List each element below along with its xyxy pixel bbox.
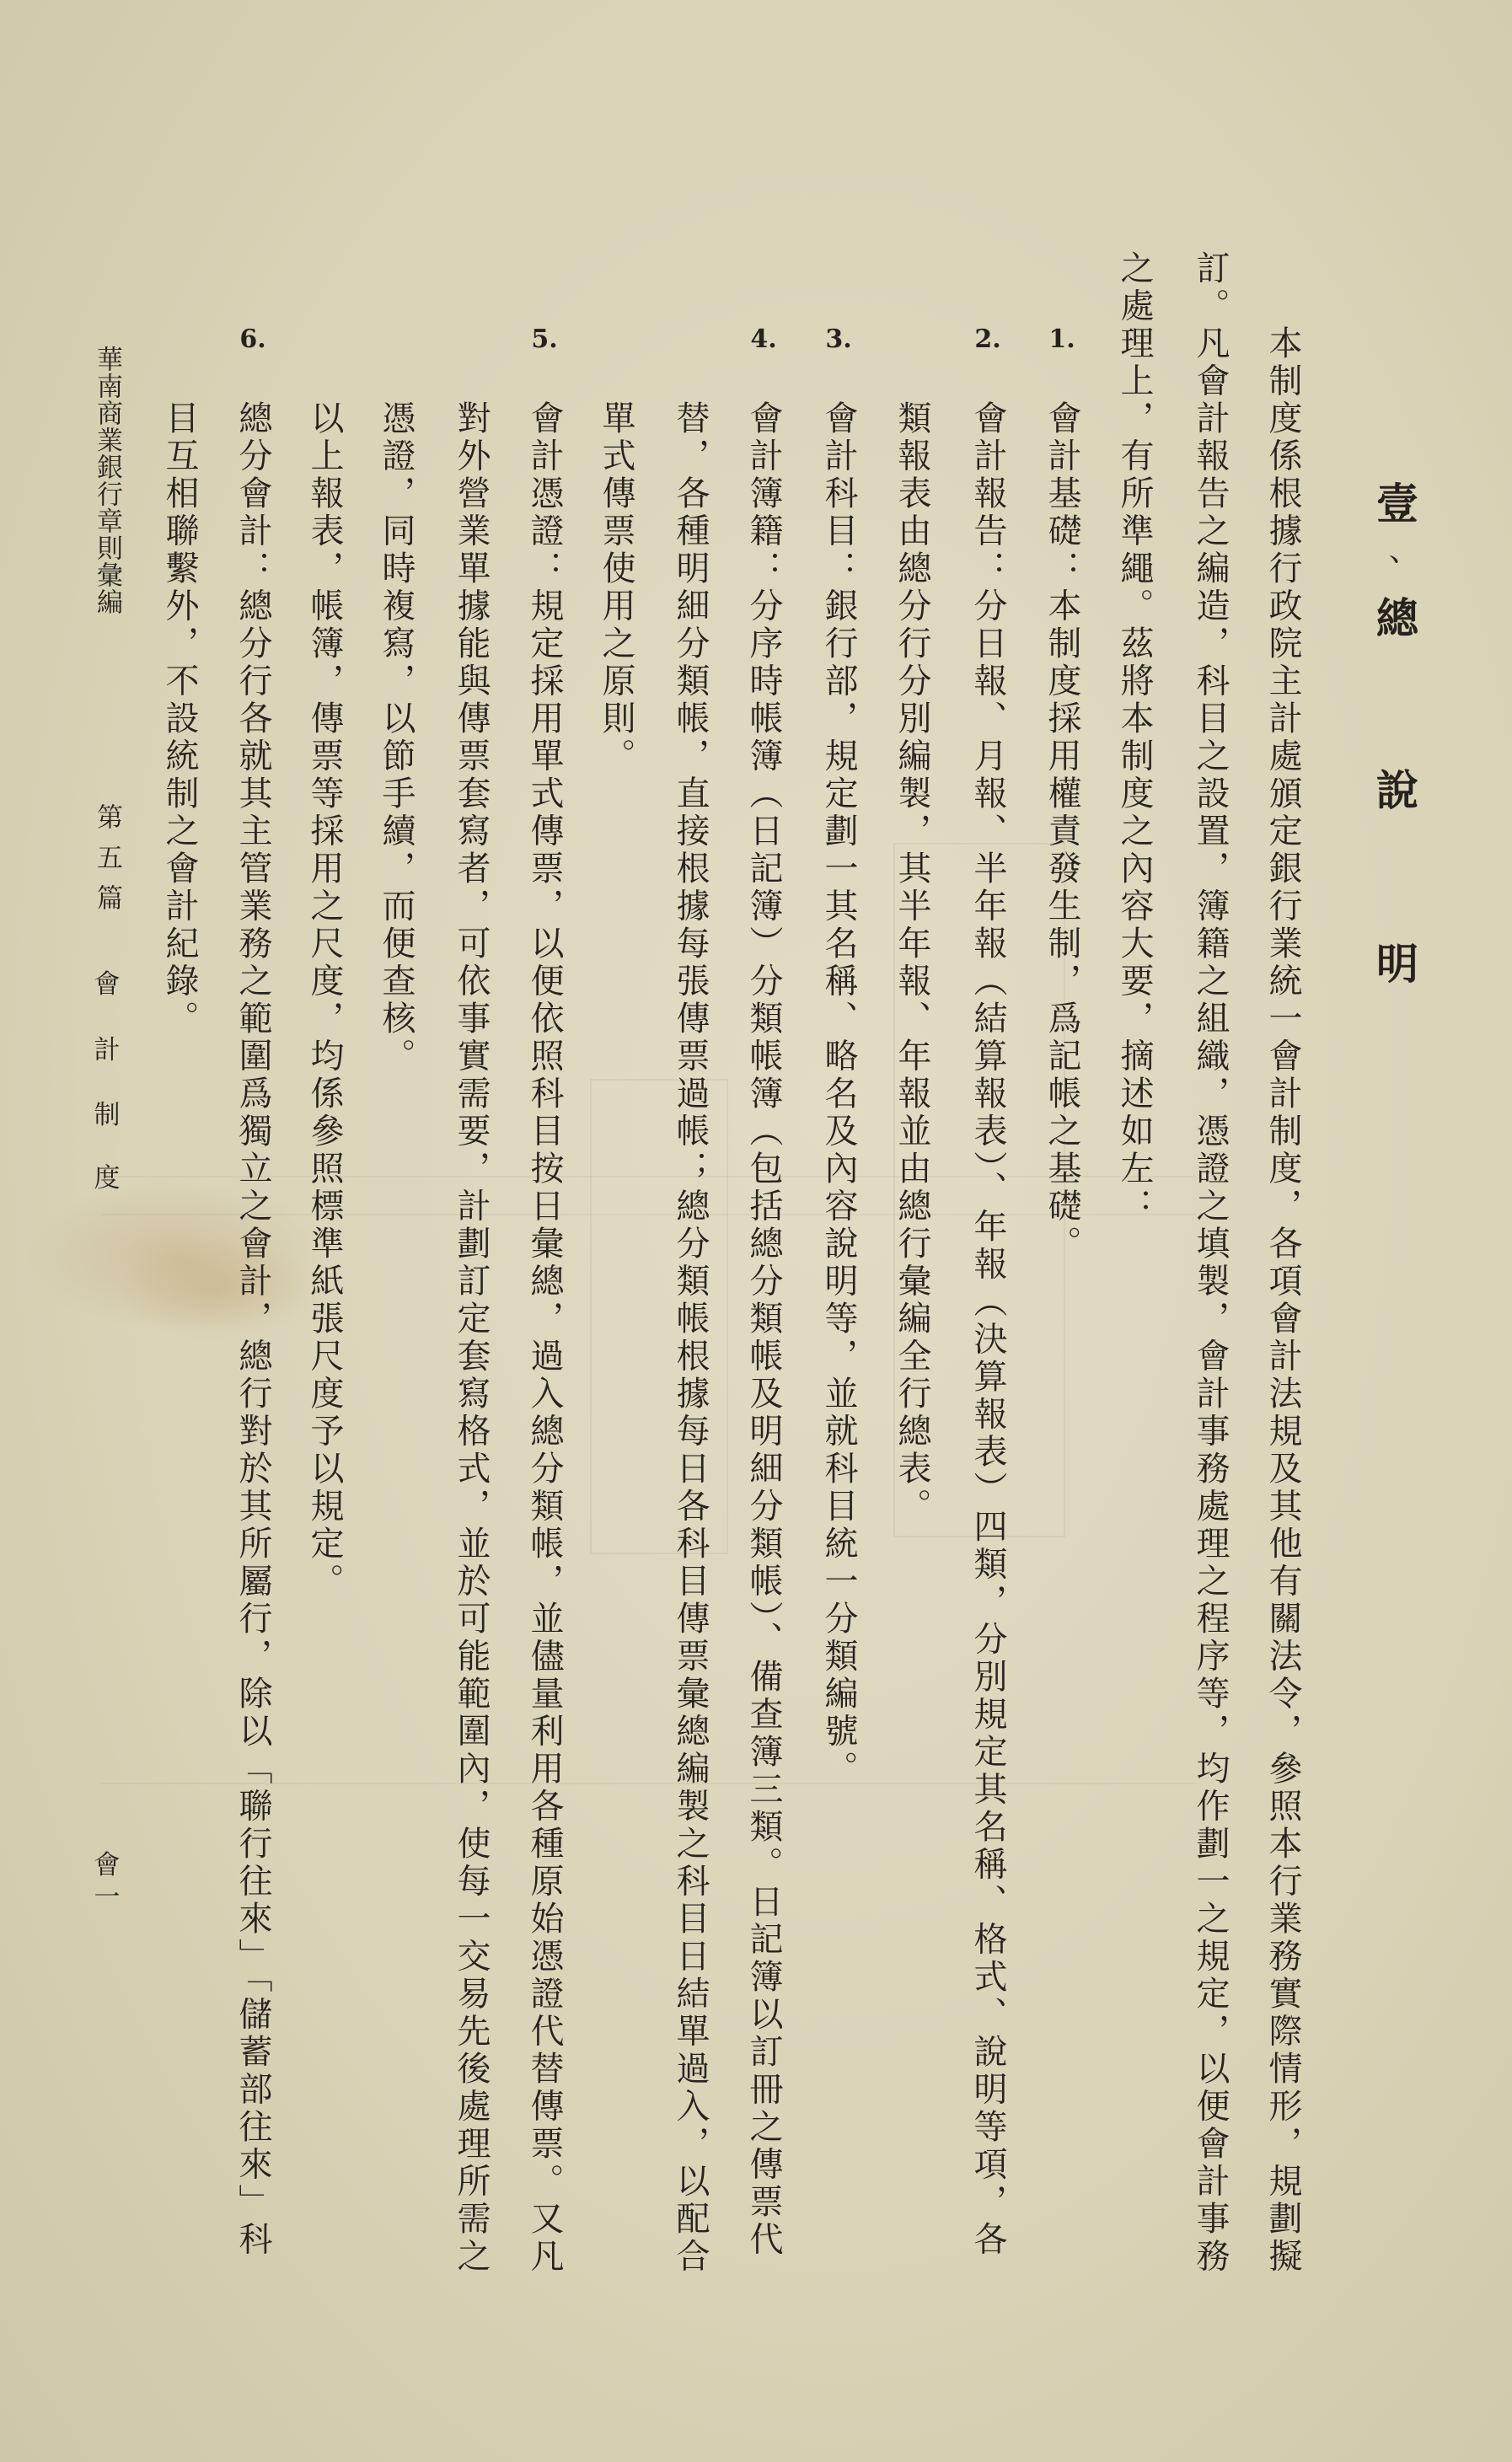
item-number: 2. [974,325,1001,354]
title-glyph: 明 [1376,939,1418,989]
title-glyph: 總 [1376,593,1418,643]
footer-part: 第五篇 [92,803,122,925]
title-separator: 、 [1389,534,1420,568]
item-number: 1. [1048,325,1075,354]
intro-line: 之處理上，有所準繩。茲將本制度之內容大要，摘述如左： [1115,250,1154,1226]
intro-line: 本制度係根據行政院主計處頒定銀行業統一會計制度，各項會計法規及其他有關法令，參照本行業務實際情形，規劃擬 [1263,325,1302,2276]
page-number-glyph: 一 [94,1882,121,1912]
page-number-glyph: 會 [94,1850,121,1880]
title-glyph: 說 [1376,765,1418,815]
item-number: 6. [239,325,266,354]
footer-section-glyph: 計 [94,1035,121,1065]
item-line: 會計報告：分日報、月報、半年報（結算報表）、年報（決算報表）四類，分別規定其名稱、格式、說明等項，各 [968,400,1007,2259]
footer-section-glyph: 制 [94,1100,121,1130]
item-note-line: 以上報表，帳簿，傳票等採用之尺度，均係參照標準紙張尺度予以規定。 [305,400,344,1601]
item-number: 5. [531,325,558,354]
title-glyph: 壹 [1376,479,1418,528]
item-line: 會計科目：銀行部，規定劃一其名稱、略名及內容說明等，並就科目統一分類編號。 [819,400,858,1789]
item-line: 會計憑證：規定採用單式傳票，以便依照科目按日彙總，過入總分類帳，並儘量利用各種原始憑證代替傳票。又凡 [525,400,564,2276]
item-line: 憑證，同時複寫，以節手續，而便查核。 [377,400,416,1075]
item-line: 單式傳票使用之原則。 [597,400,635,775]
footer-book-title: 華南商業銀行章則彙編 [92,346,122,615]
item-line: 替，各種明細分類帳，直接根據每張傳票過帳；總分類帳根據每日各科目傳票彙總編製之科目日結單過入，以配合 [671,400,710,2276]
item-line: 類報表由總分行分別編製，其半年報、年報並由總行彙編全行總表。 [893,400,931,1526]
intro-line: 訂。凡會計報告之編造，科目之設置，簿籍之組織，憑證之填製，會計事務處理之程序等，均作劃一之規定，以便會計事務 [1191,250,1230,2276]
footer-section-glyph: 度 [94,1163,121,1193]
item-number: 4. [750,325,777,354]
item-line: 對外營業單據能與傳票套寫者，可依事實需要，計劃訂定套寫格式，並於可能範圍內，使每一交易先後處理所需之 [452,400,491,2276]
item-line: 會計簿籍：分序時帳簿（日記簿）分類帳簿（包括總分類帳及明細分類帳）、備查簿三類。日記簿以訂冊之傳票代 [744,400,783,2259]
item-line: 總分會計：總分行各就其主管業務之範圍爲獨立之會計，總行對於其所屬行，除以「聯行往來」「儲蓄部往來」科 [233,400,272,2259]
item-number: 3. [825,325,852,354]
item-line: 會計基礎：本制度採用權責發生制，爲記帳之基礎。 [1043,400,1081,1263]
footer-section-glyph: 會 [94,969,121,1000]
item-line: 目互相聯繫外，不設統制之會計紀錄。 [160,400,199,1038]
